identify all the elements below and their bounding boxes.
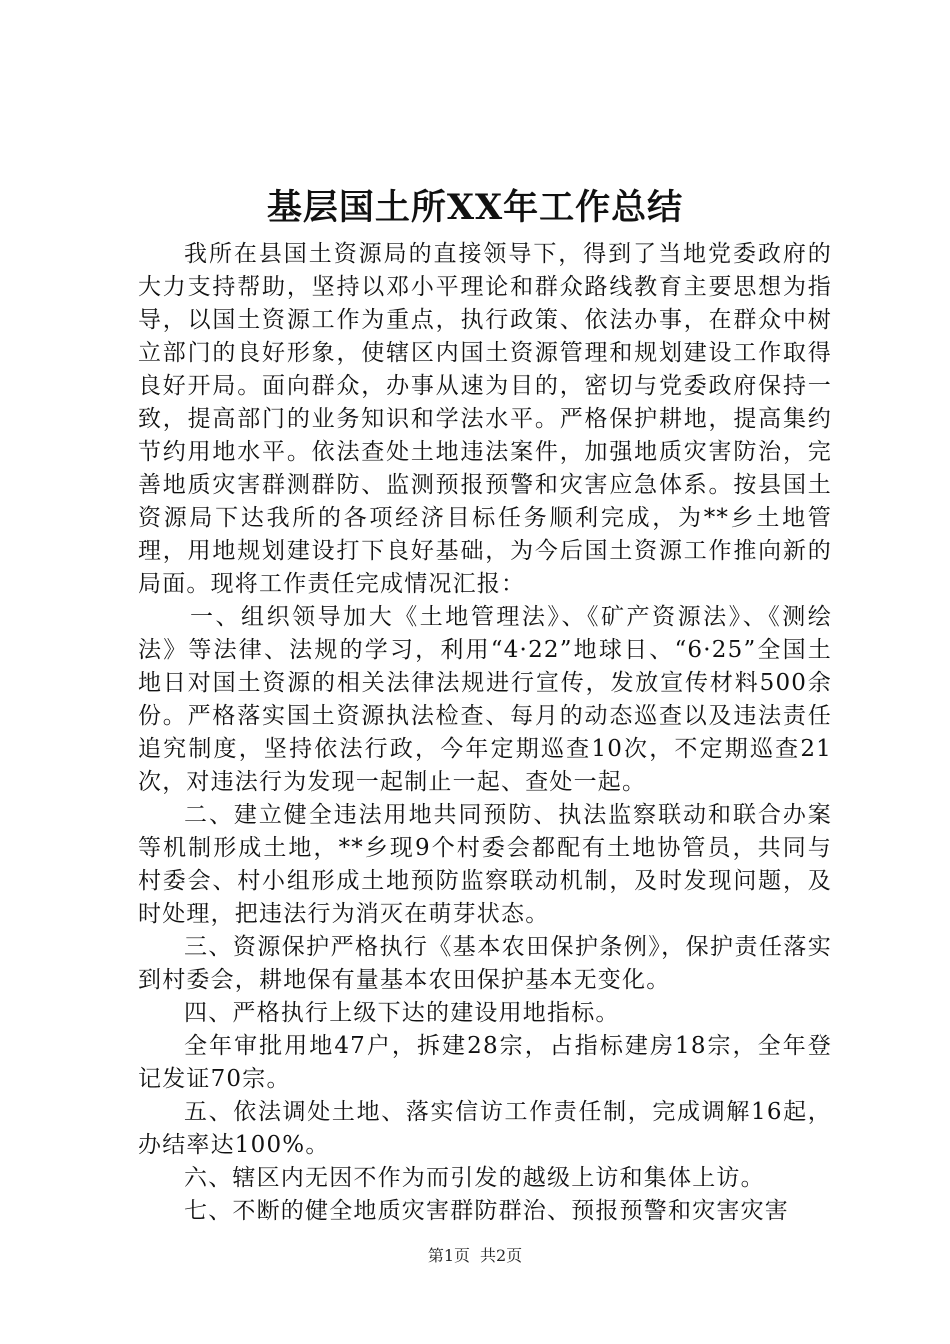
paragraph-item-6: 六、辖区内无因不作为而引发的越级上访和集体上访。 <box>184 1165 765 1191</box>
paragraph-item-3: 三、资源保护严格执行《基本农田保护条例》，保护责任落实到村委会，耕地保有量基本农田保护基本无变化。 <box>138 934 832 993</box>
paragraph-item-4: 四、严格执行上级下达的建设用地指标。 <box>184 1000 620 1026</box>
paragraph-item-4-detail: 全年审批用地47户，拆建28宗，占指标建房18宗，全年登记发证70宗。 <box>138 1033 832 1092</box>
page-footer <box>0 1245 950 1267</box>
paragraph-item-1: 一、组织领导加大《土地管理法》、《矿产资源法》、《测绘法》等法律、法规的学习，利用“4·22”地球日、“6·25”全国土地日对国土资源的相关法律法规进行宣传，发放宣传材料500余份。严格落实国土资源执法检查、每月的动态巡查以及违法责任追究制度，坚持依法行政，今年定期巡查10次，不定期巡查21次，对违法行为发现一起制止一起、查处一起。 <box>138 604 832 795</box>
paragraph-item-2: 二、建立健全违法用地共同预防、执法监察联动和联合办案等机制形成土地，**乡现9个村委会都配有土地协管员，共同与村委会、村小组形成土地预防监察联动机制，及时发现问题，及时处理，把违法行为消灭在萌芽状态。 <box>138 802 832 927</box>
page-total: 共2页 <box>480 1246 523 1265</box>
paragraph-intro: 我所在县国土资源局的直接领导下，得到了当地党委政府的大力支持帮助，坚持以邓小平理论和群众路线教育主要思想为指导，以国土资源工作为重点，执行政策、依法办事，在群众中树立部门的良好形象，使辖区内国土资源管理和规划建设工作取得良好开局。面向群众，办事从速为目的，密切与党委政府保持一致，提高部门的业务知识和学法水平。严格保护耕地，提高集约节约用地水平。依法查处土地违法案件，加强地质灾害防治，完善地质灾害群测群防、监测预报预警和灾害应急体系。按县国土资源局下达我所的各项经济目标任务顺利完成，为**乡土地管理，用地规划建设打下良好基础，为今后国土资源工作推向新的局面。现将工作责任完成情况汇报： <box>138 241 832 597</box>
paragraph-item-7: 七、不断的健全地质灾害群防群治、预报预警和灾害灾害 <box>184 1198 789 1224</box>
document-title: 基层国土所XX年工作总结 <box>266 187 684 228</box>
document-body <box>138 238 832 1228</box>
page-number: 第1页 <box>427 1246 470 1265</box>
paragraph-item-5: 五、依法调处土地、落实信访工作责任制，完成调解16起，办结率达100%。 <box>138 1099 832 1158</box>
